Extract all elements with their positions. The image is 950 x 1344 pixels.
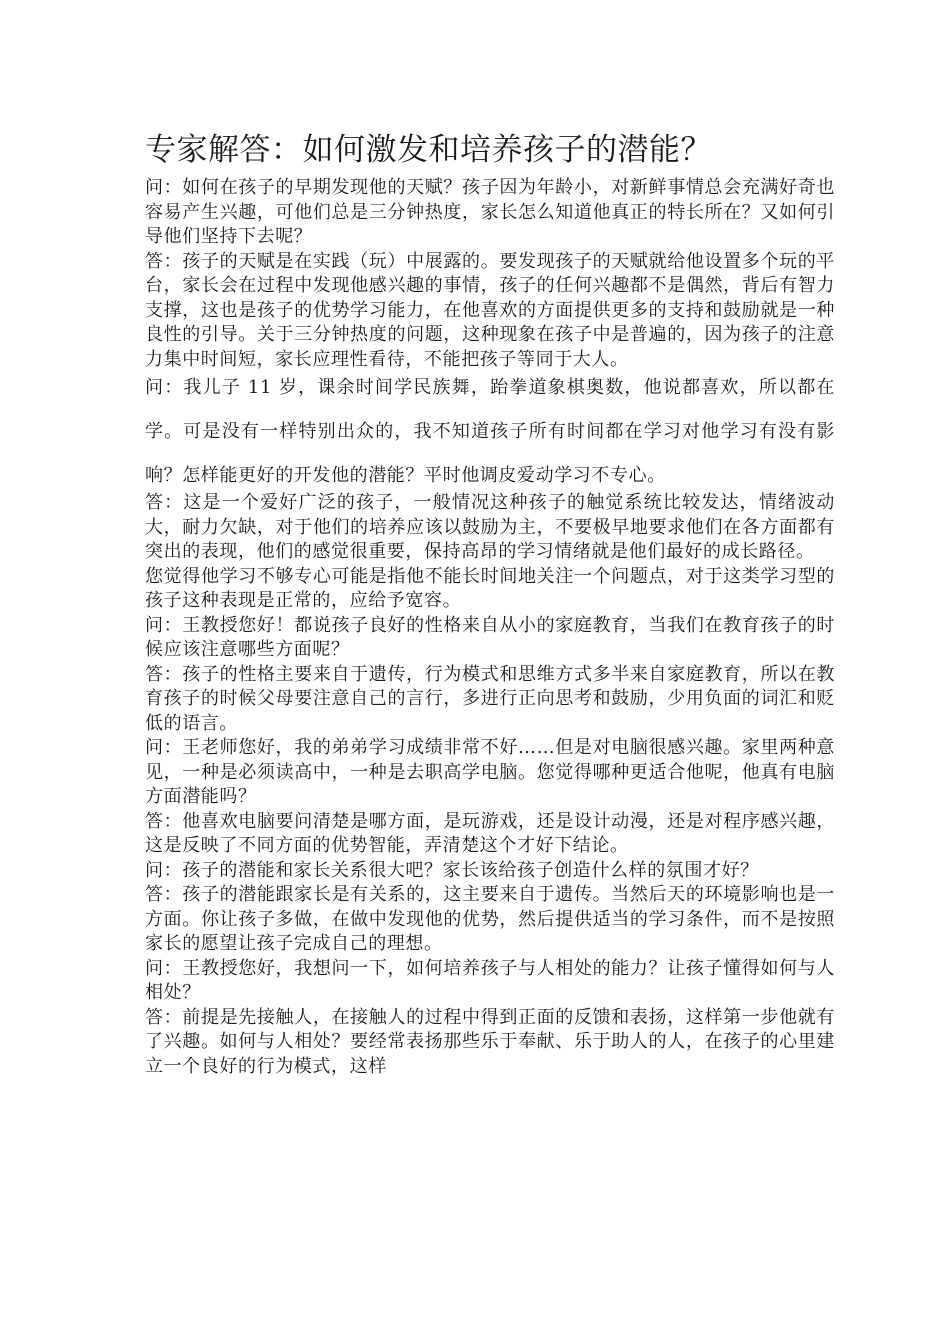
question-son-activities: 问：我儿子 11 岁，课余时间学民族舞，跆拳道象棋奥数，他说都喜欢，所以都在学。可是没有一样特别出众的，我不知道孩子所有时间都在学习对他学习有没有影响？怎样能更好的开发他的潜能？平时他调皮爱动学习不专心。 [145, 377, 835, 486]
question-parents-role: 问：孩子的潜能和家长关系很大吧？家长该给孩子创造什么样的氛围才好？ [145, 859, 759, 881]
answer-parents-role: 答：孩子的潜能跟家长是有关系的，这主要来自于遗传。当然后天的环境影响也是一方面。你让孩子多做，在做中发现他的优势，然后提供适当的学习条件，而不是按照家长的愿望让孩子完成自己的理想。 [145, 884, 835, 954]
document-page [145, 128, 835, 1079]
question-personality: 问：王教授您好！都说孩子良好的性格来自从小的家庭教育，当我们在教育孩子的时候应该注意哪些方面呢？ [145, 614, 835, 660]
answer-computer: 答：他喜欢电脑要问清楚是哪方面，是玩游戏，还是设计动漫，还是对程序感兴趣，这是反映了不同方面的优势智能，弄清楚这个才好下结论。 [145, 810, 835, 856]
question-early-talent: 问：如何在孩子的早期发现他的天赋？孩子因为年龄小，对新鲜事情总会充满好奇也容易产生兴趣，可他们总是三分钟热度，家长怎么知道他真正的特长所在？又如何引导他们坚持下去呢？ [145, 177, 835, 247]
question-computer: 问：王老师您好，我的弟弟学习成绩非常不好……但是对电脑很感兴趣。家里两种意见，一种是必须读高中，一种是去职高学电脑。您觉得哪种更适合他呢，他真有电脑方面潜能吗？ [145, 737, 835, 807]
page-title: 专家解答：如何激发和培养孩子的潜能？ [145, 132, 712, 168]
answer-son-activities: 答：这是一个爱好广泛的孩子，一般情况这种孩子的触觉系统比较发达，情绪波动大，耐力欠缺，对于他们的培养应该以鼓励为主，不要极早地要求他们在各方面都有突出的表现，他们的感觉很重要，保持高昂的学习情绪就是他们最好的成长路径。 [145, 492, 835, 562]
question-social-skills: 问：王教授您好，我想问一下，如何培养孩子与人相处的能力？让孩子懂得如何与人相处？ [145, 957, 835, 1003]
answer-son-focus: 您觉得他学习不够专心可能是指他不能长时间地关注一个问题点，对于这类学习型的孩子这种表现是正常的，应给予宽容。 [145, 565, 835, 611]
answer-personality: 答：孩子的性格主要来自于遗传，行为模式和思维方式多半来自家庭教育，所以在教育孩子的时候父母要注意自己的言行，多进行正向思考和鼓励，少用负面的词汇和贬低的语言。 [145, 663, 835, 734]
answer-social-skills: 答：前提是先接触人，在接触人的过程中得到正面的反馈和表扬，这样第一步他就有了兴趣。如何与人相处？要经常表扬那些乐于奉献、乐于助人的人，在孩子的心里建立一个良好的行为模式，这样 [145, 1006, 835, 1077]
answer-early-talent: 答：孩子的天赋是在实践（玩）中展露的。要发现孩子的天赋就给他设置多个玩的平台，家长会在过程中发现他感兴趣的事情，孩子的任何兴趣都不是偶然，背后有智力支撑，这也是孩子的优势学习能力，在他喜欢的方面提供更多的支持和鼓励就是一种良性的引导。关于三分钟热度的问题，这种现象在孩子中是普遍的，因为孩子的注意力集中时间短，家长应理性看待，不能把孩子等同于大人。 [145, 250, 835, 370]
